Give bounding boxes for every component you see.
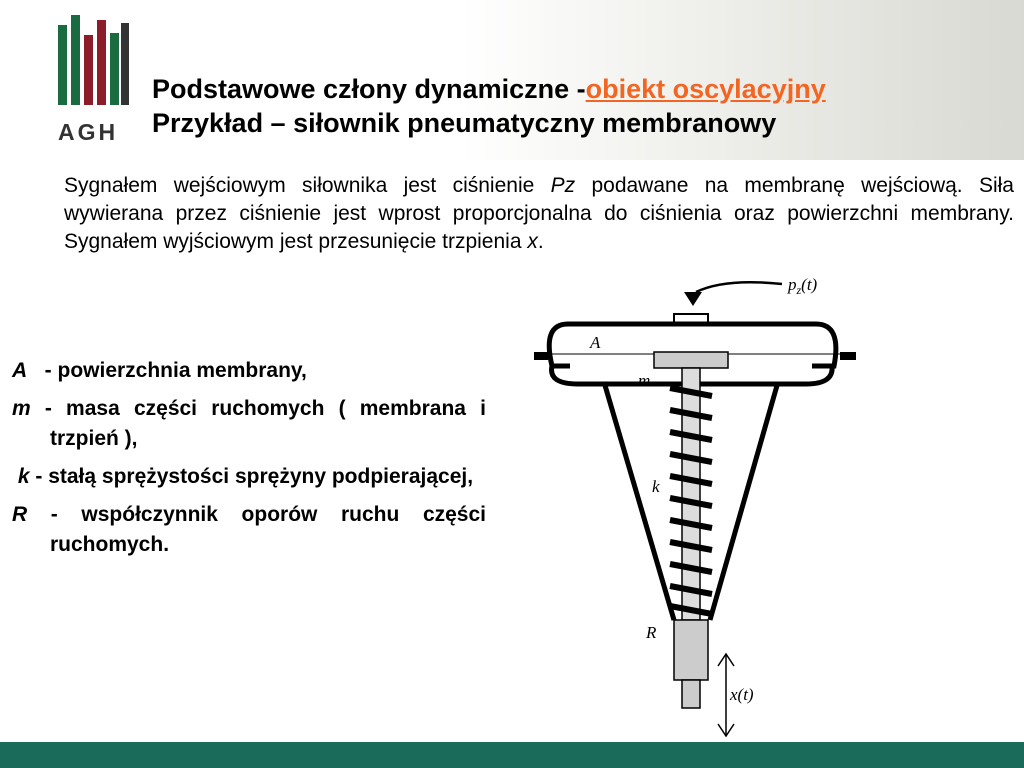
title-accent-link[interactable]: obiekt oscylacyjny [585,74,826,104]
label-R: R [646,623,657,642]
intro-paragraph [64,172,1014,256]
def-text: - powierzchnia membrany, [27,359,307,382]
def-symbol: k [17,465,30,488]
definition-item [12,356,486,386]
para-part2: podawane na membranę wejściową. Siła wywierana przez ciśnienie jest wprost proporcjonalna do ciśnienia oraz powierzchni membrany. Sygnałem wyjściowym jest przesunięcie trzpienia [64,174,1014,253]
definition-item [12,500,486,560]
para-x: x [527,230,538,253]
title-line-2: Przykład – siłownik pneumatyczny membranowy [152,108,777,138]
def-symbol: R [12,503,28,526]
para-part3: . [537,230,544,253]
cone-left [604,382,674,620]
stem [682,368,700,620]
right-lug [840,352,856,360]
mass-plate [654,352,728,368]
label-k: k [652,477,660,496]
label-pz: $p_z(t)$ [788,275,818,297]
actuator-diagram [520,270,860,742]
footer-bar [0,742,1024,768]
pressure-arrow-head [684,292,702,306]
damper [674,620,708,680]
label-x: x(t) [730,685,754,704]
def-text: - stałą sprężystości sprężyny podpierającej, [29,465,474,488]
para-pz: Pz [550,174,576,197]
pressure-arrow [696,282,782,292]
label-A: A [590,333,601,352]
definitions-list [12,356,486,568]
title-prefix: Podstawowe człony dynamiczne - [152,74,586,104]
left-lug [534,352,548,360]
cone-right [710,382,778,620]
title-line-1 [152,72,826,106]
label-m: m [638,371,651,390]
def-text: - masa części ruchomych ( membrana i trzpień ), [30,397,486,450]
def-symbol: A [12,359,28,382]
para-part1: Sygnałem wejściowym siłownika jest ciśnienie [64,174,551,197]
definition-item [12,394,486,454]
agh-logo-text: AGH [58,119,119,145]
definition-item [12,462,486,492]
page-title [152,72,826,140]
def-text: - współczynnik oporów ruchu części ruchomych. [27,503,486,556]
def-symbol: m [12,397,31,420]
lower-rod [682,680,700,708]
